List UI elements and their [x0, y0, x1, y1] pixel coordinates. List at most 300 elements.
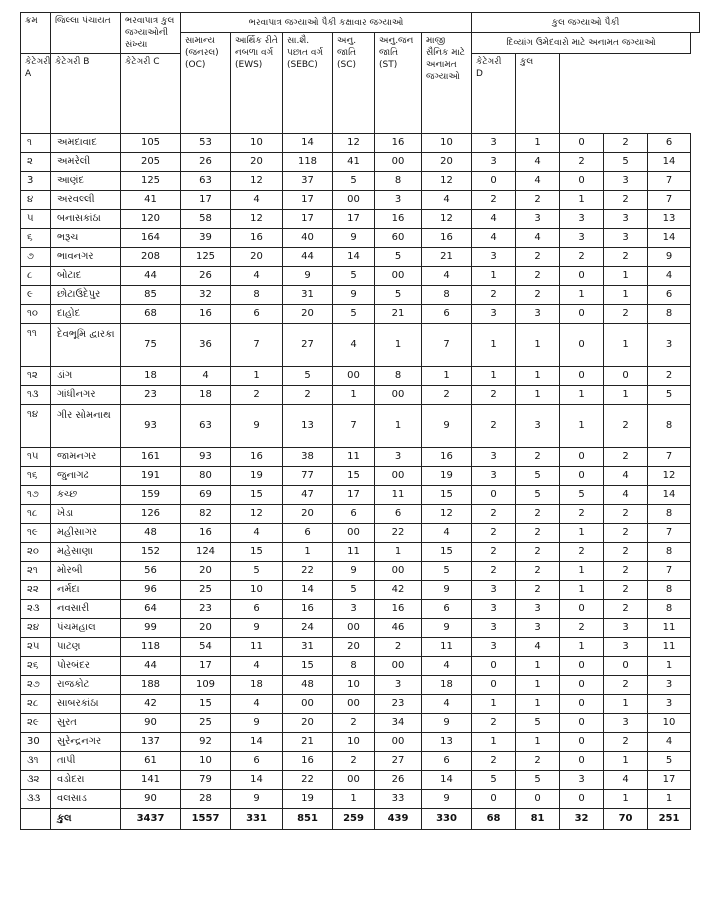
- row-sc: 5: [333, 305, 375, 324]
- row-sno: 3: [21, 172, 51, 191]
- row-cat-c: 1: [560, 581, 604, 600]
- row-sc: 1: [333, 790, 375, 809]
- row-sno: ૧૬: [21, 467, 51, 486]
- row-sno: ૬: [21, 229, 51, 248]
- row-district: આણંદ: [51, 172, 121, 191]
- row-sebc: 118: [283, 153, 333, 172]
- table-row: [21, 600, 700, 619]
- row-sno: ૭: [21, 248, 51, 267]
- row-district: નવસારી: [51, 600, 121, 619]
- row-sno: ૮: [21, 267, 51, 286]
- table-row: [21, 267, 700, 286]
- table-row: [21, 286, 700, 305]
- row-st: 1: [375, 405, 422, 448]
- row-cat-c: 0: [560, 752, 604, 771]
- header-total-group: કુલ જગ્યાઓ પૈકી: [472, 13, 700, 33]
- table-row: [21, 581, 700, 600]
- row-oc: 125: [181, 248, 231, 267]
- row-cat-d: 4: [604, 486, 648, 505]
- row-oc: 79: [181, 771, 231, 790]
- row-cat-b: 4: [516, 153, 560, 172]
- row-vacancies: 105: [121, 134, 181, 153]
- row-cat-d: 3: [604, 638, 648, 657]
- row-ex-servicemen: 12: [422, 210, 472, 229]
- row-cat-d: 5: [604, 153, 648, 172]
- row-cat-d: 2: [604, 134, 648, 153]
- table-row: [21, 790, 700, 809]
- row-sc: 11: [333, 543, 375, 562]
- row-cat-b: 3: [516, 600, 560, 619]
- row-sc: 00: [333, 771, 375, 790]
- row-ews: 2: [231, 386, 283, 405]
- row-cat-b: 2: [516, 505, 560, 524]
- row-cat-a: 0: [472, 790, 516, 809]
- row-cat-d: 2: [604, 733, 648, 752]
- row-cat-c: 0: [560, 267, 604, 286]
- row-vacancies: 164: [121, 229, 181, 248]
- row-sebc: 1: [283, 543, 333, 562]
- row-cat-a: 1: [472, 367, 516, 386]
- row-cat-a: 3: [472, 467, 516, 486]
- table-row: [21, 524, 700, 543]
- row-sc: 5: [333, 172, 375, 191]
- row-district: મહીસાગર: [51, 524, 121, 543]
- row-sc: 2: [333, 714, 375, 733]
- row-cat-b: 2: [516, 581, 560, 600]
- row-sno: 30: [21, 733, 51, 752]
- row-oc: 39: [181, 229, 231, 248]
- row-sno: ૨૩: [21, 600, 51, 619]
- row-cat-c: 2: [560, 248, 604, 267]
- row-cat-a: 2: [472, 286, 516, 305]
- row-oc: 93: [181, 448, 231, 467]
- row-st: 16: [375, 134, 422, 153]
- row-cat-b: 5: [516, 771, 560, 790]
- row-sebc: 27: [283, 324, 333, 367]
- table-row: [21, 405, 700, 448]
- row-cat-c: 3: [560, 210, 604, 229]
- row-sno: ૧૯: [21, 524, 51, 543]
- row-cat-b: 4: [516, 229, 560, 248]
- row-district: પંચમહાલ: [51, 619, 121, 638]
- row-cat-a: 0: [472, 657, 516, 676]
- row-vacancies: 120: [121, 210, 181, 229]
- row-vacancies: 208: [121, 248, 181, 267]
- row-divyang-total: 9: [648, 248, 691, 267]
- row-sc: 5: [333, 581, 375, 600]
- table-row: [21, 153, 700, 172]
- table-row: [21, 771, 700, 790]
- header-category-group: ભરવાપાત્ર જગ્યાઓ પૈકી કક્ષાવાર જગ્યાઓ: [181, 13, 472, 33]
- row-cat-d: 3: [604, 619, 648, 638]
- row-cat-d: 1: [604, 752, 648, 771]
- row-sc: 9: [333, 229, 375, 248]
- row-oc: 23: [181, 600, 231, 619]
- row-ex-servicemen: 11: [422, 638, 472, 657]
- row-divyang-total: 8: [648, 600, 691, 619]
- table-row: [21, 562, 700, 581]
- row-sebc: 00: [283, 695, 333, 714]
- row-sc: 10: [333, 676, 375, 695]
- row-sno: ૧: [21, 134, 51, 153]
- row-oc: 26: [181, 267, 231, 286]
- row-ews: 6: [231, 600, 283, 619]
- row-oc: 28: [181, 790, 231, 809]
- row-cat-b: 1: [516, 324, 560, 367]
- row-sc: 20: [333, 638, 375, 657]
- row-vacancies: 41: [121, 191, 181, 210]
- row-sc: 00: [333, 367, 375, 386]
- row-sc: 4: [333, 324, 375, 367]
- row-cat-b: 1: [516, 134, 560, 153]
- totals-vacancies: 3437: [121, 809, 181, 830]
- row-divyang-total: 2: [648, 367, 691, 386]
- row-cat-b: 2: [516, 543, 560, 562]
- row-cat-a: 5: [472, 771, 516, 790]
- totals-sc: 259: [333, 809, 375, 830]
- row-oc: 32: [181, 286, 231, 305]
- row-district: અરવલ્લી: [51, 191, 121, 210]
- row-cat-c: 0: [560, 790, 604, 809]
- row-district: જુનાગઢ: [51, 467, 121, 486]
- row-sc: 00: [333, 524, 375, 543]
- header-cat-c: કેટેગરી C: [121, 54, 181, 134]
- row-oc: 124: [181, 543, 231, 562]
- row-st: 1: [375, 543, 422, 562]
- row-ews: 5: [231, 562, 283, 581]
- row-vacancies: 93: [121, 405, 181, 448]
- row-sno: ૧૨: [21, 367, 51, 386]
- row-cat-a: 3: [472, 134, 516, 153]
- row-st: 2: [375, 638, 422, 657]
- row-sebc: 16: [283, 752, 333, 771]
- row-cat-a: 2: [472, 405, 516, 448]
- row-vacancies: 137: [121, 733, 181, 752]
- totals-sno-cell: [21, 809, 51, 830]
- row-ex-servicemen: 12: [422, 172, 472, 191]
- row-cat-b: 5: [516, 467, 560, 486]
- row-ex-servicemen: 13: [422, 733, 472, 752]
- row-divyang-total: 10: [648, 714, 691, 733]
- row-oc: 4: [181, 367, 231, 386]
- row-sno: ૨૭: [21, 676, 51, 695]
- row-sebc: 20: [283, 505, 333, 524]
- row-ews: 4: [231, 657, 283, 676]
- row-ex-servicemen: 7: [422, 324, 472, 367]
- row-ews: 4: [231, 191, 283, 210]
- row-ex-servicemen: 19: [422, 467, 472, 486]
- row-cat-d: 2: [604, 600, 648, 619]
- header-vacancies: ભરવાપાત્ર કુલ જગ્યાઓની સંખ્યા: [121, 13, 181, 54]
- row-cat-d: 2: [604, 305, 648, 324]
- row-sc: 12: [333, 134, 375, 153]
- row-sebc: 19: [283, 790, 333, 809]
- row-vacancies: 18: [121, 367, 181, 386]
- row-sc: 00: [333, 695, 375, 714]
- row-sc: 00: [333, 619, 375, 638]
- row-district: દેવભૂમિ દ્વારકા: [51, 324, 121, 367]
- row-cat-a: 1: [472, 324, 516, 367]
- row-ews: 14: [231, 771, 283, 790]
- row-cat-d: 3: [604, 714, 648, 733]
- row-cat-b: 1: [516, 733, 560, 752]
- row-cat-d: 2: [604, 543, 648, 562]
- row-oc: 17: [181, 191, 231, 210]
- row-sc: 1: [333, 386, 375, 405]
- row-st: 21: [375, 305, 422, 324]
- header-sno: ક્રમ: [21, 13, 51, 54]
- table-row: [21, 467, 700, 486]
- row-cat-a: 2: [472, 562, 516, 581]
- row-ews: 4: [231, 267, 283, 286]
- table-row: [21, 448, 700, 467]
- row-st: 60: [375, 229, 422, 248]
- row-ews: 9: [231, 405, 283, 448]
- row-cat-a: 3: [472, 448, 516, 467]
- row-divyang-total: 13: [648, 210, 691, 229]
- row-cat-d: 4: [604, 467, 648, 486]
- row-ews: 6: [231, 752, 283, 771]
- row-ex-servicemen: 18: [422, 676, 472, 695]
- row-ex-servicemen: 20: [422, 153, 472, 172]
- row-st: 26: [375, 771, 422, 790]
- row-cat-a: 2: [472, 386, 516, 405]
- totals-cat-c: 32: [560, 809, 604, 830]
- row-cat-c: 2: [560, 619, 604, 638]
- row-cat-b: 1: [516, 367, 560, 386]
- row-sc: 8: [333, 657, 375, 676]
- header-divyang-total: કુલ: [516, 54, 560, 134]
- row-sc: 6: [333, 505, 375, 524]
- row-cat-b: 1: [516, 676, 560, 695]
- row-cat-c: 0: [560, 324, 604, 367]
- row-st: 00: [375, 657, 422, 676]
- row-cat-a: 4: [472, 229, 516, 248]
- row-sno: ૨૦: [21, 543, 51, 562]
- totals-row: [21, 809, 700, 830]
- row-ews: 9: [231, 619, 283, 638]
- table-row: [21, 134, 700, 153]
- row-sno: ૨૫: [21, 638, 51, 657]
- row-vacancies: 205: [121, 153, 181, 172]
- row-cat-b: 3: [516, 405, 560, 448]
- row-oc: 26: [181, 153, 231, 172]
- row-cat-c: 0: [560, 467, 604, 486]
- row-oc: 54: [181, 638, 231, 657]
- row-st: 3: [375, 448, 422, 467]
- row-cat-c: 0: [560, 733, 604, 752]
- row-st: 34: [375, 714, 422, 733]
- row-st: 00: [375, 562, 422, 581]
- row-cat-c: 0: [560, 448, 604, 467]
- row-cat-c: 0: [560, 172, 604, 191]
- row-cat-b: 2: [516, 248, 560, 267]
- row-cat-c: 1: [560, 562, 604, 581]
- row-divyang-total: 14: [648, 229, 691, 248]
- row-cat-b: 2: [516, 524, 560, 543]
- row-ews: 16: [231, 229, 283, 248]
- row-sno: ૨૧: [21, 562, 51, 581]
- row-cat-a: 3: [472, 153, 516, 172]
- row-sebc: 20: [283, 305, 333, 324]
- row-vacancies: 85: [121, 286, 181, 305]
- row-sc: 11: [333, 448, 375, 467]
- row-cat-b: 1: [516, 657, 560, 676]
- row-st: 5: [375, 248, 422, 267]
- table-row: [21, 367, 700, 386]
- row-sc: 7: [333, 405, 375, 448]
- table-row: [21, 505, 700, 524]
- table-row: [21, 676, 700, 695]
- row-district: સુરત: [51, 714, 121, 733]
- row-sc: 15: [333, 467, 375, 486]
- row-divyang-total: 7: [648, 191, 691, 210]
- row-ews: 15: [231, 543, 283, 562]
- row-divyang-total: 11: [648, 638, 691, 657]
- table-row: [21, 324, 700, 367]
- row-district: નર્મદા: [51, 581, 121, 600]
- row-divyang-total: 14: [648, 486, 691, 505]
- row-sebc: 38: [283, 448, 333, 467]
- row-vacancies: 191: [121, 467, 181, 486]
- row-cat-c: 2: [560, 543, 604, 562]
- row-ex-servicemen: 5: [422, 562, 472, 581]
- row-cat-b: 2: [516, 752, 560, 771]
- row-sebc: 31: [283, 286, 333, 305]
- row-sebc: 15: [283, 657, 333, 676]
- row-sno: ૧૮: [21, 505, 51, 524]
- row-ews: 6: [231, 305, 283, 324]
- row-cat-b: 2: [516, 286, 560, 305]
- row-st: 00: [375, 733, 422, 752]
- row-cat-d: 2: [604, 248, 648, 267]
- row-divyang-total: 8: [648, 305, 691, 324]
- row-ews: 16: [231, 448, 283, 467]
- row-sebc: 14: [283, 134, 333, 153]
- row-sebc: 2: [283, 386, 333, 405]
- header-oc: સામાન્ય (જનરલ) (OC): [181, 33, 231, 134]
- row-vacancies: 23: [121, 386, 181, 405]
- row-sno: ૨૨: [21, 581, 51, 600]
- table-row: [21, 733, 700, 752]
- totals-ex-servicemen: 330: [422, 809, 472, 830]
- row-cat-d: 0: [604, 657, 648, 676]
- row-oc: 58: [181, 210, 231, 229]
- row-sc: 10: [333, 733, 375, 752]
- row-cat-b: 5: [516, 486, 560, 505]
- row-cat-b: 2: [516, 267, 560, 286]
- row-sebc: 44: [283, 248, 333, 267]
- row-cat-d: 3: [604, 210, 648, 229]
- row-cat-d: 1: [604, 267, 648, 286]
- row-cat-a: 3: [472, 619, 516, 638]
- row-sc: 9: [333, 286, 375, 305]
- row-cat-d: 2: [604, 405, 648, 448]
- row-district: રાજકોટ: [51, 676, 121, 695]
- table-row: [21, 543, 700, 562]
- row-oc: 16: [181, 305, 231, 324]
- totals-cat-d: 70: [604, 809, 648, 830]
- row-cat-d: 2: [604, 676, 648, 695]
- row-district: અમરેલી: [51, 153, 121, 172]
- header-district: જિલ્લા પંચાયત: [51, 13, 121, 54]
- row-cat-a: 4: [472, 210, 516, 229]
- row-divyang-total: 1: [648, 790, 691, 809]
- row-ex-servicemen: 9: [422, 790, 472, 809]
- row-district: ગીર સોમનાથ: [51, 405, 121, 448]
- row-cat-c: 1: [560, 405, 604, 448]
- row-cat-a: 1: [472, 695, 516, 714]
- row-cat-d: 1: [604, 386, 648, 405]
- row-cat-a: 0: [472, 676, 516, 695]
- row-st: 00: [375, 267, 422, 286]
- row-sebc: 48: [283, 676, 333, 695]
- row-cat-b: 2: [516, 562, 560, 581]
- row-district: દાહોદ: [51, 305, 121, 324]
- row-ex-servicemen: 8: [422, 286, 472, 305]
- row-cat-b: 3: [516, 305, 560, 324]
- row-divyang-total: 8: [648, 543, 691, 562]
- header-sc: અનુ. જાતિ (SC): [333, 33, 375, 134]
- row-divyang-total: 7: [648, 524, 691, 543]
- recruitment-table-container: [20, 12, 700, 830]
- table-row: [21, 386, 700, 405]
- row-sc: 9: [333, 562, 375, 581]
- row-ex-servicemen: 21: [422, 248, 472, 267]
- row-st: 46: [375, 619, 422, 638]
- row-divyang-total: 17: [648, 771, 691, 790]
- row-oc: 16: [181, 524, 231, 543]
- row-ex-servicemen: 4: [422, 191, 472, 210]
- row-vacancies: 152: [121, 543, 181, 562]
- row-st: 3: [375, 676, 422, 695]
- table-row: [21, 638, 700, 657]
- row-cat-d: 1: [604, 790, 648, 809]
- row-sebc: 16: [283, 600, 333, 619]
- row-divyang-total: 7: [648, 562, 691, 581]
- row-cat-a: 2: [472, 752, 516, 771]
- row-vacancies: 44: [121, 267, 181, 286]
- row-divyang-total: 3: [648, 324, 691, 367]
- row-divyang-total: 3: [648, 676, 691, 695]
- row-ex-servicemen: 6: [422, 305, 472, 324]
- row-vacancies: 68: [121, 305, 181, 324]
- row-oc: 10: [181, 752, 231, 771]
- row-district: મહેસાણા: [51, 543, 121, 562]
- row-sno: ૨: [21, 153, 51, 172]
- row-cat-b: 1: [516, 386, 560, 405]
- row-cat-a: 2: [472, 191, 516, 210]
- row-cat-d: 2: [604, 505, 648, 524]
- row-cat-d: 1: [604, 324, 648, 367]
- header-divyang-group: દિવ્યાંગ ઉમેદવારો માટે અનામત જગ્યાઓ: [472, 33, 691, 54]
- row-cat-b: 1: [516, 695, 560, 714]
- table-row: [21, 229, 700, 248]
- row-cat-a: 0: [472, 172, 516, 191]
- row-st: 22: [375, 524, 422, 543]
- row-oc: 15: [181, 695, 231, 714]
- row-cat-c: 1: [560, 191, 604, 210]
- row-st: 8: [375, 367, 422, 386]
- row-vacancies: 90: [121, 714, 181, 733]
- row-district: ભરૂચ: [51, 229, 121, 248]
- row-divyang-total: 5: [648, 386, 691, 405]
- row-cat-c: 3: [560, 771, 604, 790]
- row-sno: ૩૧: [21, 752, 51, 771]
- row-ex-servicemen: 14: [422, 771, 472, 790]
- row-sebc: 22: [283, 771, 333, 790]
- row-st: 23: [375, 695, 422, 714]
